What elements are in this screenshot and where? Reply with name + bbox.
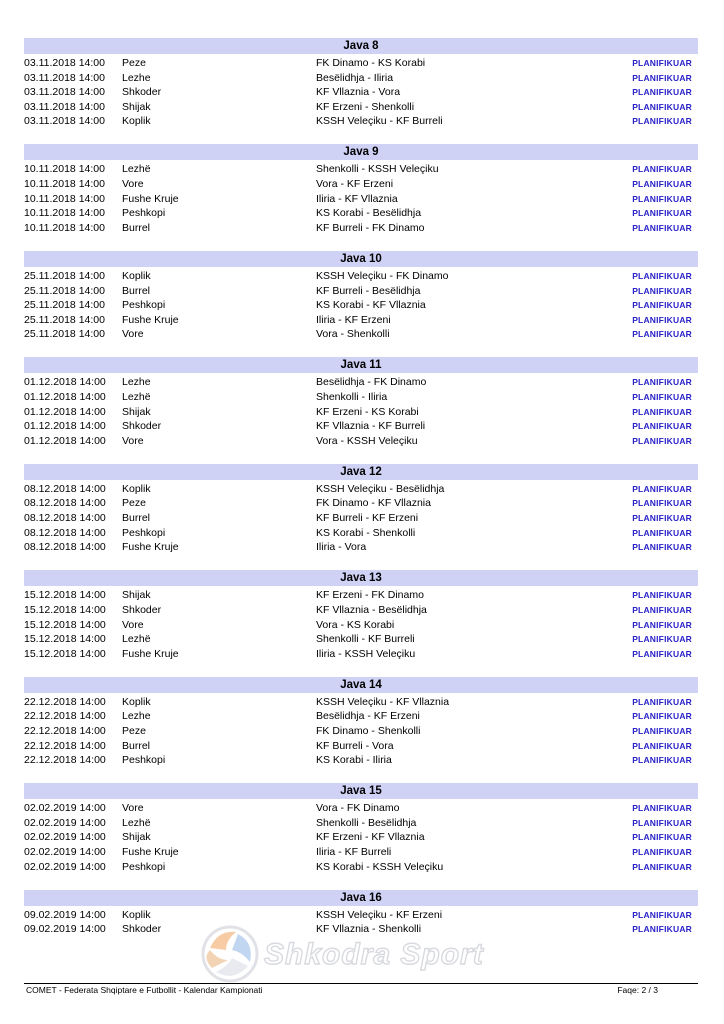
match-datetime: 08.12.2018 14:00 <box>24 512 106 525</box>
match-teams: KSSH Veleçiku - Besëlidhja <box>316 482 445 495</box>
match-row <box>24 85 698 100</box>
match-status: PLANIFIKUAR <box>632 803 692 814</box>
match-venue: Shkoder <box>122 923 162 936</box>
match-venue: Burrel <box>122 512 151 525</box>
match-venue: Lezhë <box>122 633 151 646</box>
match-venue: Peze <box>122 725 146 737</box>
match-status: PLANIFIKUAR <box>632 58 692 68</box>
match-datetime: 02.02.2019 14:00 <box>24 816 106 829</box>
match-venue: Shijak <box>122 831 151 844</box>
match-row <box>24 632 698 647</box>
match-venue: Shkoder <box>122 86 162 99</box>
match-row <box>24 801 698 816</box>
match-status: PLANIFIKUAR <box>632 435 692 446</box>
match-datetime: 09.02.2019 14:00 <box>24 908 106 921</box>
match-venue: Fushe Kruje <box>122 647 179 660</box>
week-header: Java 15 <box>24 783 698 799</box>
match-teams: KF Vllaznia - Vora <box>316 86 401 99</box>
match-datetime: 22.12.2018 14:00 <box>24 695 106 708</box>
match-venue: Burrel <box>122 284 151 297</box>
match-venue: Lezhe <box>122 71 151 84</box>
match-teams: KF Burreli - Besëlidhja <box>316 284 421 297</box>
match-datetime: 01.12.2018 14:00 <box>24 391 106 403</box>
match-datetime: 10.11.2018 14:00 <box>24 192 105 205</box>
match-row <box>24 269 698 284</box>
match-row <box>24 496 698 511</box>
match-venue: Peshkopi <box>122 754 166 767</box>
match-row <box>24 313 698 328</box>
match-teams: KSSH Veleçiku - KF Vllaznia <box>316 695 450 708</box>
match-datetime: 15.12.2018 14:00 <box>24 603 106 616</box>
match-teams: Vora - KF Erzeni <box>316 178 394 191</box>
match-status: PLANIFIKUAR <box>632 619 692 630</box>
match-datetime: 15.12.2018 14:00 <box>24 618 106 631</box>
match-row <box>24 375 698 390</box>
match-datetime: 22.12.2018 14:00 <box>24 710 106 723</box>
match-venue: Peshkopi <box>122 299 166 312</box>
match-status: PLANIFIKUAR <box>632 193 692 204</box>
match-venue: Koplik <box>122 482 151 495</box>
match-datetime: 22.12.2018 14:00 <box>24 739 106 752</box>
match-teams: KF Erzeni - KF Vllaznia <box>316 831 425 844</box>
match-status: PLANIFIKUAR <box>632 270 692 281</box>
match-row <box>24 100 698 115</box>
match-datetime: 03.11.2018 14:00 <box>24 71 105 84</box>
week-header: Java 8 <box>24 38 698 54</box>
match-status: PLANIFIKUAR <box>632 634 692 645</box>
match-datetime: 25.11.2018 14:00 <box>24 284 105 297</box>
match-venue: Peze <box>122 497 146 510</box>
match-status: PLANIFIKUAR <box>632 116 692 127</box>
match-venue: Koplik <box>122 695 151 708</box>
match-teams: KS Korabi - KSSH Veleçiku <box>316 860 444 873</box>
footer-source: COMET - Federata Shqiptare e Futbollit - Kalendar Kampionati <box>26 985 263 995</box>
match-row <box>24 114 698 129</box>
week-header: Java 14 <box>24 677 698 693</box>
match-row <box>24 405 698 420</box>
match-status: PLANIFIKUAR <box>632 542 692 553</box>
match-datetime: 25.11.2018 14:00 <box>24 299 105 312</box>
match-teams: KSSH Veleçiku - KF Burreli <box>316 115 443 128</box>
match-row <box>24 162 698 177</box>
match-teams: KF Burreli - KF Erzeni <box>316 512 419 525</box>
match-row <box>24 830 698 845</box>
match-teams: KF Erzeni - FK Dinamo <box>316 589 424 602</box>
match-status: PLANIFIKUAR <box>632 392 692 402</box>
match-status: PLANIFIKUAR <box>632 648 692 659</box>
match-datetime: 15.12.2018 14:00 <box>24 633 106 646</box>
match-datetime: 25.11.2018 14:00 <box>24 328 105 341</box>
match-datetime: 03.11.2018 14:00 <box>24 115 105 128</box>
match-venue: Fushe Kruje <box>122 313 179 326</box>
match-status: PLANIFIKUAR <box>632 726 692 736</box>
match-datetime: 15.12.2018 14:00 <box>24 589 106 602</box>
match-datetime: 22.12.2018 14:00 <box>24 754 106 767</box>
match-datetime: 10.11.2018 14:00 <box>24 163 105 176</box>
match-datetime: 03.11.2018 14:00 <box>24 100 105 113</box>
match-row <box>24 845 698 860</box>
match-teams: KF Erzeni - KS Korabi <box>316 405 419 418</box>
match-teams: Iliria - KF Erzeni <box>316 313 391 326</box>
match-row <box>24 327 698 342</box>
match-row <box>24 482 698 497</box>
match-venue: Burrel <box>122 221 151 234</box>
match-venue: Shijak <box>122 589 151 602</box>
match-teams: KF Vllaznia - KF Burreli <box>316 420 426 433</box>
match-status: PLANIFIKUAR <box>632 101 692 112</box>
match-venue: Lezhë <box>122 816 151 829</box>
match-venue: Lezhe <box>122 376 151 389</box>
match-venue: Shkoder <box>122 603 162 616</box>
match-datetime: 02.02.2019 14:00 <box>24 831 106 844</box>
footer-divider <box>24 983 698 984</box>
match-schedule <box>24 38 698 952</box>
match-venue: Shijak <box>122 100 151 113</box>
match-datetime: 10.11.2018 14:00 <box>24 221 105 234</box>
match-status: PLANIFIKUAR <box>632 377 692 388</box>
week-header: Java 10 <box>24 251 698 267</box>
match-row <box>24 695 698 710</box>
match-datetime: 03.11.2018 14:00 <box>24 57 105 69</box>
match-venue: Lezhë <box>122 391 151 403</box>
match-teams: Vora - KSSH Veleçiku <box>316 434 418 447</box>
match-teams: FK Dinamo - KS Korabi <box>316 57 426 69</box>
match-row <box>24 647 698 662</box>
match-venue: Peze <box>122 57 146 69</box>
match-datetime: 08.12.2018 14:00 <box>24 541 106 554</box>
match-status: PLANIFIKUAR <box>632 222 692 233</box>
match-status: PLANIFIKUAR <box>632 817 692 828</box>
watermark-text: Shkodra Sport <box>264 938 484 971</box>
match-teams: KF Vllaznia - Shenkolli <box>316 923 422 936</box>
match-venue: Koplik <box>122 908 151 921</box>
match-teams: Shenkolli - Iliria <box>316 391 388 403</box>
week-section <box>24 38 698 129</box>
match-venue: Vore <box>122 178 144 191</box>
match-row <box>24 753 698 768</box>
match-row <box>24 603 698 618</box>
match-teams: Iliria - Vora <box>316 541 367 554</box>
match-status: PLANIFIKUAR <box>632 285 692 296</box>
week-header: Java 9 <box>24 144 698 160</box>
match-datetime: 02.02.2019 14:00 <box>24 802 106 815</box>
match-row <box>24 298 698 313</box>
match-status: PLANIFIKUAR <box>632 421 692 432</box>
match-teams: Vora - Shenkolli <box>316 328 390 341</box>
match-status: PLANIFIKUAR <box>632 87 692 98</box>
match-status: PLANIFIKUAR <box>632 498 692 509</box>
match-status: PLANIFIKUAR <box>632 590 692 601</box>
match-row <box>24 56 698 71</box>
match-teams: KS Korabi - Shenkolli <box>316 526 416 539</box>
week-header: Java 11 <box>24 357 698 373</box>
match-row <box>24 71 698 86</box>
match-status: PLANIFIKUAR <box>632 314 692 325</box>
page-footer <box>24 985 698 999</box>
match-teams: KS Korabi - Iliria <box>316 754 392 767</box>
match-teams: KF Vllaznia - Besëlidhja <box>316 603 427 616</box>
match-datetime: 02.02.2019 14:00 <box>24 860 106 873</box>
week-section <box>24 144 698 235</box>
match-datetime: 01.12.2018 14:00 <box>24 434 106 447</box>
match-datetime: 10.11.2018 14:00 <box>24 207 105 220</box>
match-row <box>24 588 698 603</box>
match-row <box>24 390 698 405</box>
match-venue: Vore <box>122 328 144 341</box>
week-section <box>24 251 698 342</box>
week-section <box>24 570 698 661</box>
match-teams: KSSH Veleçiku - FK Dinamo <box>316 269 449 282</box>
match-status: PLANIFIKUAR <box>632 696 692 707</box>
match-status: PLANIFIKUAR <box>632 483 692 494</box>
week-section <box>24 357 698 448</box>
match-row <box>24 724 698 739</box>
match-status: PLANIFIKUAR <box>632 164 692 175</box>
match-venue: Shkoder <box>122 420 162 433</box>
match-row <box>24 860 698 875</box>
match-row <box>24 192 698 207</box>
match-teams: Besëlidhja - FK Dinamo <box>316 376 427 389</box>
match-teams: Shenkolli - Besëlidhja <box>316 816 417 829</box>
match-datetime: 03.11.2018 14:00 <box>24 86 105 99</box>
match-status: PLANIFIKUAR <box>632 740 692 751</box>
match-row <box>24 177 698 192</box>
match-datetime: 10.11.2018 14:00 <box>24 178 105 191</box>
match-status: PLANIFIKUAR <box>632 711 692 722</box>
match-row <box>24 434 698 449</box>
match-datetime: 25.11.2018 14:00 <box>24 313 105 326</box>
match-status: PLANIFIKUAR <box>632 604 692 615</box>
match-teams: KS Korabi - KF Vllaznia <box>316 299 426 312</box>
week-section <box>24 464 698 555</box>
match-datetime: 01.12.2018 14:00 <box>24 420 106 433</box>
match-teams: KSSH Veleçiku - KF Erzeni <box>316 908 443 921</box>
match-venue: Fushe Kruje <box>122 192 179 205</box>
match-teams: Besëlidhja - Iliria <box>316 71 394 84</box>
match-teams: KF Erzeni - Shenkolli <box>316 100 415 113</box>
match-row <box>24 206 698 221</box>
match-venue: Fushe Kruje <box>122 541 179 554</box>
match-status: PLANIFIKUAR <box>632 909 692 920</box>
match-status: PLANIFIKUAR <box>632 513 692 524</box>
match-teams: Vora - KS Korabi <box>316 618 395 631</box>
match-row <box>24 709 698 724</box>
match-venue: Lezhe <box>122 710 151 723</box>
match-status: PLANIFIKUAR <box>632 527 692 538</box>
match-venue: Koplik <box>122 269 151 282</box>
match-status: PLANIFIKUAR <box>632 406 692 417</box>
match-row <box>24 419 698 434</box>
match-status: PLANIFIKUAR <box>632 861 692 872</box>
match-datetime: 08.12.2018 14:00 <box>24 497 106 510</box>
week-header: Java 13 <box>24 570 698 586</box>
match-teams: KS Korabi - Besëlidhja <box>316 207 422 220</box>
week-header: Java 16 <box>24 890 698 906</box>
match-teams: FK Dinamo - Shenkolli <box>316 725 421 737</box>
match-teams: Iliria - KF Burreli <box>316 846 392 859</box>
shkodra-sport-watermark-logo <box>196 920 526 986</box>
week-section <box>24 677 698 768</box>
match-datetime: 15.12.2018 14:00 <box>24 647 106 660</box>
match-datetime: 01.12.2018 14:00 <box>24 376 106 389</box>
week-section <box>24 783 698 874</box>
match-venue: Peshkopi <box>122 207 166 220</box>
match-teams: Besëlidhja - KF Erzeni <box>316 710 420 723</box>
match-venue: Shijak <box>122 405 151 418</box>
match-status: PLANIFIKUAR <box>632 832 692 843</box>
match-teams: KF Burreli - FK Dinamo <box>316 221 425 234</box>
match-venue: Koplik <box>122 115 151 128</box>
match-datetime: 01.12.2018 14:00 <box>24 405 106 418</box>
match-row <box>24 816 698 831</box>
match-datetime: 22.12.2018 14:00 <box>24 725 106 737</box>
match-status: PLANIFIKUAR <box>632 924 692 935</box>
match-venue: Vore <box>122 434 144 447</box>
match-teams: FK Dinamo - KF Vllaznia <box>316 497 431 510</box>
match-teams: Vora - FK Dinamo <box>316 802 400 815</box>
match-status: PLANIFIKUAR <box>632 179 692 190</box>
match-row <box>24 284 698 299</box>
match-teams: Iliria - KSSH Veleçiku <box>316 647 416 660</box>
match-datetime: 02.02.2019 14:00 <box>24 846 106 859</box>
match-teams: Shenkolli - KF Burreli <box>316 633 415 646</box>
match-status: PLANIFIKUAR <box>632 72 692 83</box>
match-teams: KF Burreli - Vora <box>316 739 394 752</box>
match-datetime: 25.11.2018 14:00 <box>24 269 105 282</box>
match-venue: Fushe Kruje <box>122 846 179 859</box>
match-datetime: 08.12.2018 14:00 <box>24 526 106 539</box>
week-header: Java 12 <box>24 464 698 480</box>
match-venue: Vore <box>122 618 144 631</box>
match-status: PLANIFIKUAR <box>632 329 692 340</box>
match-venue: Lezhë <box>122 163 151 176</box>
match-row <box>24 739 698 754</box>
match-row <box>24 540 698 555</box>
match-venue: Peshkopi <box>122 860 166 873</box>
match-venue: Peshkopi <box>122 526 166 539</box>
match-row <box>24 526 698 541</box>
match-row <box>24 618 698 633</box>
match-row <box>24 221 698 236</box>
match-status: PLANIFIKUAR <box>632 847 692 858</box>
match-venue: Vore <box>122 802 144 815</box>
footer-page-number: Faqe: 2 / 3 <box>617 985 658 995</box>
match-row <box>24 511 698 526</box>
match-status: PLANIFIKUAR <box>632 300 692 311</box>
match-datetime: 08.12.2018 14:00 <box>24 482 106 495</box>
match-status: PLANIFIKUAR <box>632 755 692 766</box>
match-teams: Shenkolli - KSSH Veleçiku <box>316 163 439 176</box>
match-teams: Iliria - KF Vllaznia <box>316 192 398 205</box>
match-status: PLANIFIKUAR <box>632 208 692 219</box>
match-venue: Burrel <box>122 739 151 752</box>
match-datetime: 09.02.2019 14:00 <box>24 923 106 936</box>
